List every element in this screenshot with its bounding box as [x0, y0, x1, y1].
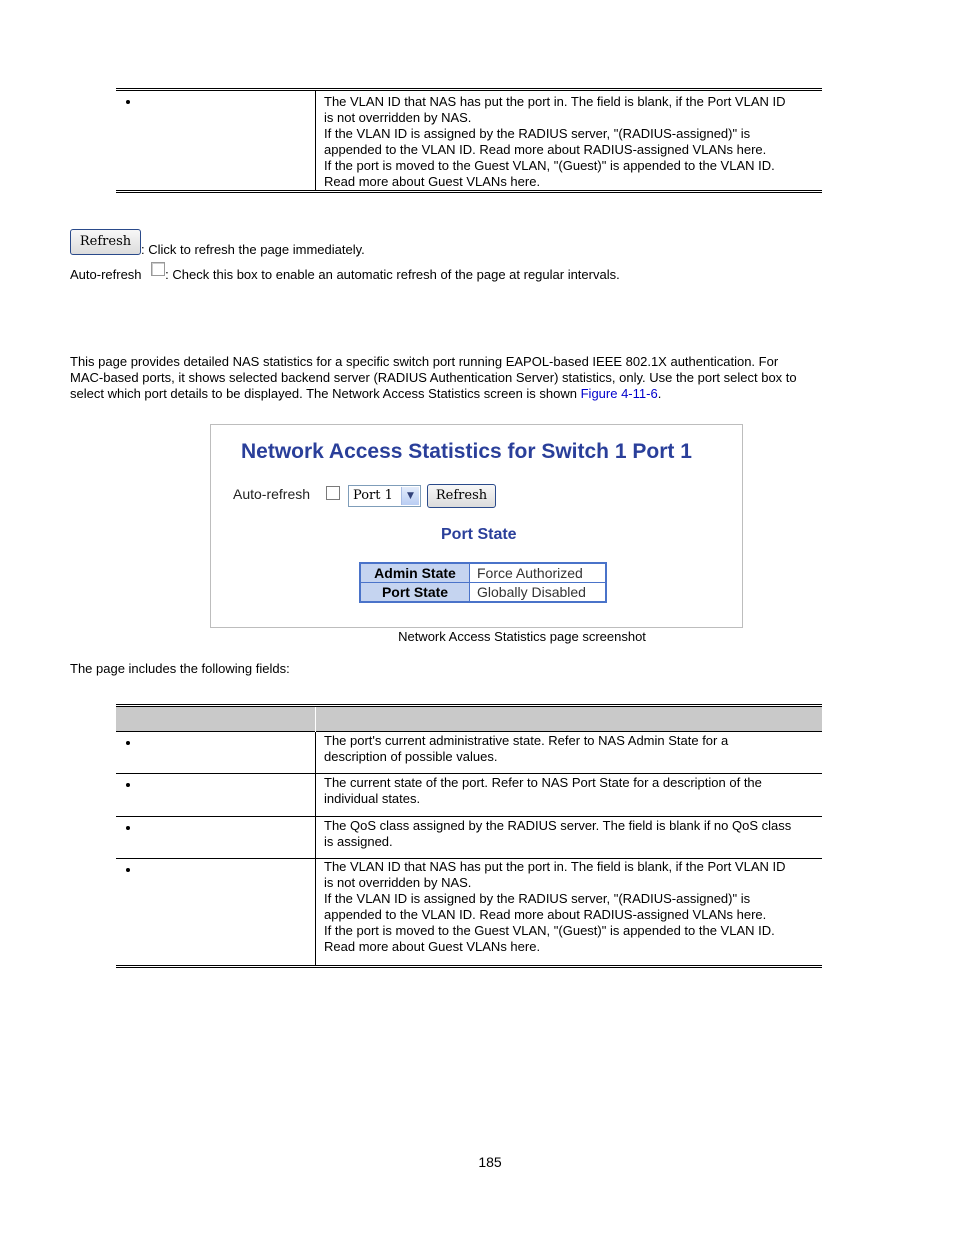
description-line: Read more about Guest VLANs here. — [324, 174, 541, 189]
table-row — [116, 774, 822, 817]
refresh-description-text: : Click to refresh the page immediately. — [141, 242, 365, 257]
autorefresh-checkbox[interactable] — [151, 262, 165, 276]
intro-paragraph — [70, 354, 870, 402]
screenshot-autorefresh-checkbox[interactable] — [326, 486, 340, 500]
bullet-icon — [126, 100, 130, 104]
object-cell — [116, 90, 316, 192]
table-row — [116, 732, 822, 774]
description-line: If the port is moved to the Guest VLAN, "(Guest)" is appended to the VLAN ID. — [324, 923, 775, 938]
object-cell — [116, 774, 316, 817]
port-state-heading: Port State — [441, 526, 517, 543]
intro-text: select which port details to be displayed. The Network Access Statistics screen is shown — [70, 386, 581, 401]
description-line: If the port is moved to the Guest VLAN, "(Guest)" is appended to the VLAN ID. — [324, 158, 775, 173]
intro-line: This page provides detailed NAS statistics for a specific switch port running EAPOL-based IEEE 802.1X authentication. For — [70, 354, 779, 369]
object-cell — [116, 859, 316, 967]
description-line: If the VLAN ID is assigned by the RADIUS server, "(RADIUS-assigned)" is — [324, 891, 751, 906]
screenshot-autorefresh-label: Auto-refresh — [233, 486, 311, 502]
description-line: appended to the VLAN ID. Read more about RADIUS-assigned VLANs here. — [324, 907, 767, 922]
description-line: is assigned. — [324, 834, 393, 849]
description-line: The VLAN ID that NAS has put the port in. The field is blank, if the Port VLAN ID — [324, 859, 786, 874]
port-state-label: Port State — [360, 583, 470, 603]
description-cell — [316, 90, 823, 192]
description-line: The port's current administrative state. Refer to NAS Admin State for a — [324, 733, 729, 748]
table-row — [116, 859, 822, 967]
port-select[interactable] — [348, 485, 421, 507]
screenshot-title: Network Access Statistics for Switch 1 Port 1 — [241, 440, 692, 463]
table-row — [360, 563, 606, 583]
port-state-value: Globally Disabled — [470, 583, 607, 603]
refresh-description — [70, 229, 365, 255]
table-row — [360, 583, 606, 603]
screenshot-figure — [210, 424, 743, 628]
figure-link[interactable]: Figure 4-11-6 — [580, 386, 658, 401]
description-line: Read more about Guest VLANs here. — [324, 939, 541, 954]
autorefresh-description — [70, 262, 620, 282]
bullet-icon — [126, 741, 130, 745]
description-line: The VLAN ID that NAS has put the port in. The field is blank, if the Port VLAN ID — [324, 94, 786, 109]
description-line: The QoS class assigned by the RADIUS server. The field is blank if no QoS class — [324, 818, 792, 833]
table-row — [116, 817, 822, 859]
top-field-table — [116, 88, 822, 193]
admin-state-value: Force Authorized — [470, 563, 607, 583]
autorefresh-description-text: : Check this box to enable an automatic refresh of the page at regular intervals. — [165, 267, 620, 282]
description-line: appended to the VLAN ID. Read more about RADIUS-assigned VLANs here. — [324, 142, 767, 157]
autorefresh-label: Auto-refresh — [70, 267, 142, 282]
description-line: description of possible values. — [324, 749, 498, 764]
description-line: is not overridden by NAS. — [324, 875, 472, 890]
bullet-icon — [126, 826, 130, 830]
description-cell — [316, 774, 823, 817]
object-cell — [116, 817, 316, 859]
description-cell — [316, 732, 823, 774]
description-line: individual states. — [324, 791, 421, 806]
port-select-value: Port 1 — [353, 488, 393, 503]
bullet-icon — [126, 868, 130, 872]
description-line: is not overridden by NAS. — [324, 110, 472, 125]
chevron-down-icon: ▼ — [401, 487, 419, 505]
field-table — [116, 704, 822, 968]
description-line: The current state of the port. Refer to NAS Port State for a description of the — [324, 775, 762, 790]
page-number: 185 — [478, 1154, 502, 1170]
screenshot-refresh-button[interactable]: Refresh — [427, 484, 496, 508]
figure-caption: Network Access Statistics page screenshot — [398, 629, 646, 644]
fields-intro: The page includes the following fields: — [70, 661, 290, 676]
port-state-table — [359, 562, 607, 603]
description-line: If the VLAN ID is assigned by the RADIUS server, "(RADIUS-assigned)" is — [324, 126, 751, 141]
bullet-icon — [126, 783, 130, 787]
intro-text-end: . — [657, 386, 662, 401]
table-header-row — [116, 706, 822, 732]
intro-line — [70, 386, 870, 402]
description-header — [316, 706, 823, 732]
description-cell — [316, 859, 823, 967]
description-cell — [316, 817, 823, 859]
table-row — [116, 90, 822, 192]
refresh-button[interactable]: Refresh — [70, 229, 141, 255]
admin-state-label: Admin State — [360, 563, 470, 583]
intro-line: MAC-based ports, it shows selected backend server (RADIUS Authentication Server) statistics, only. Use the port select box to — [70, 370, 797, 385]
object-header — [116, 706, 316, 732]
object-cell — [116, 732, 316, 774]
